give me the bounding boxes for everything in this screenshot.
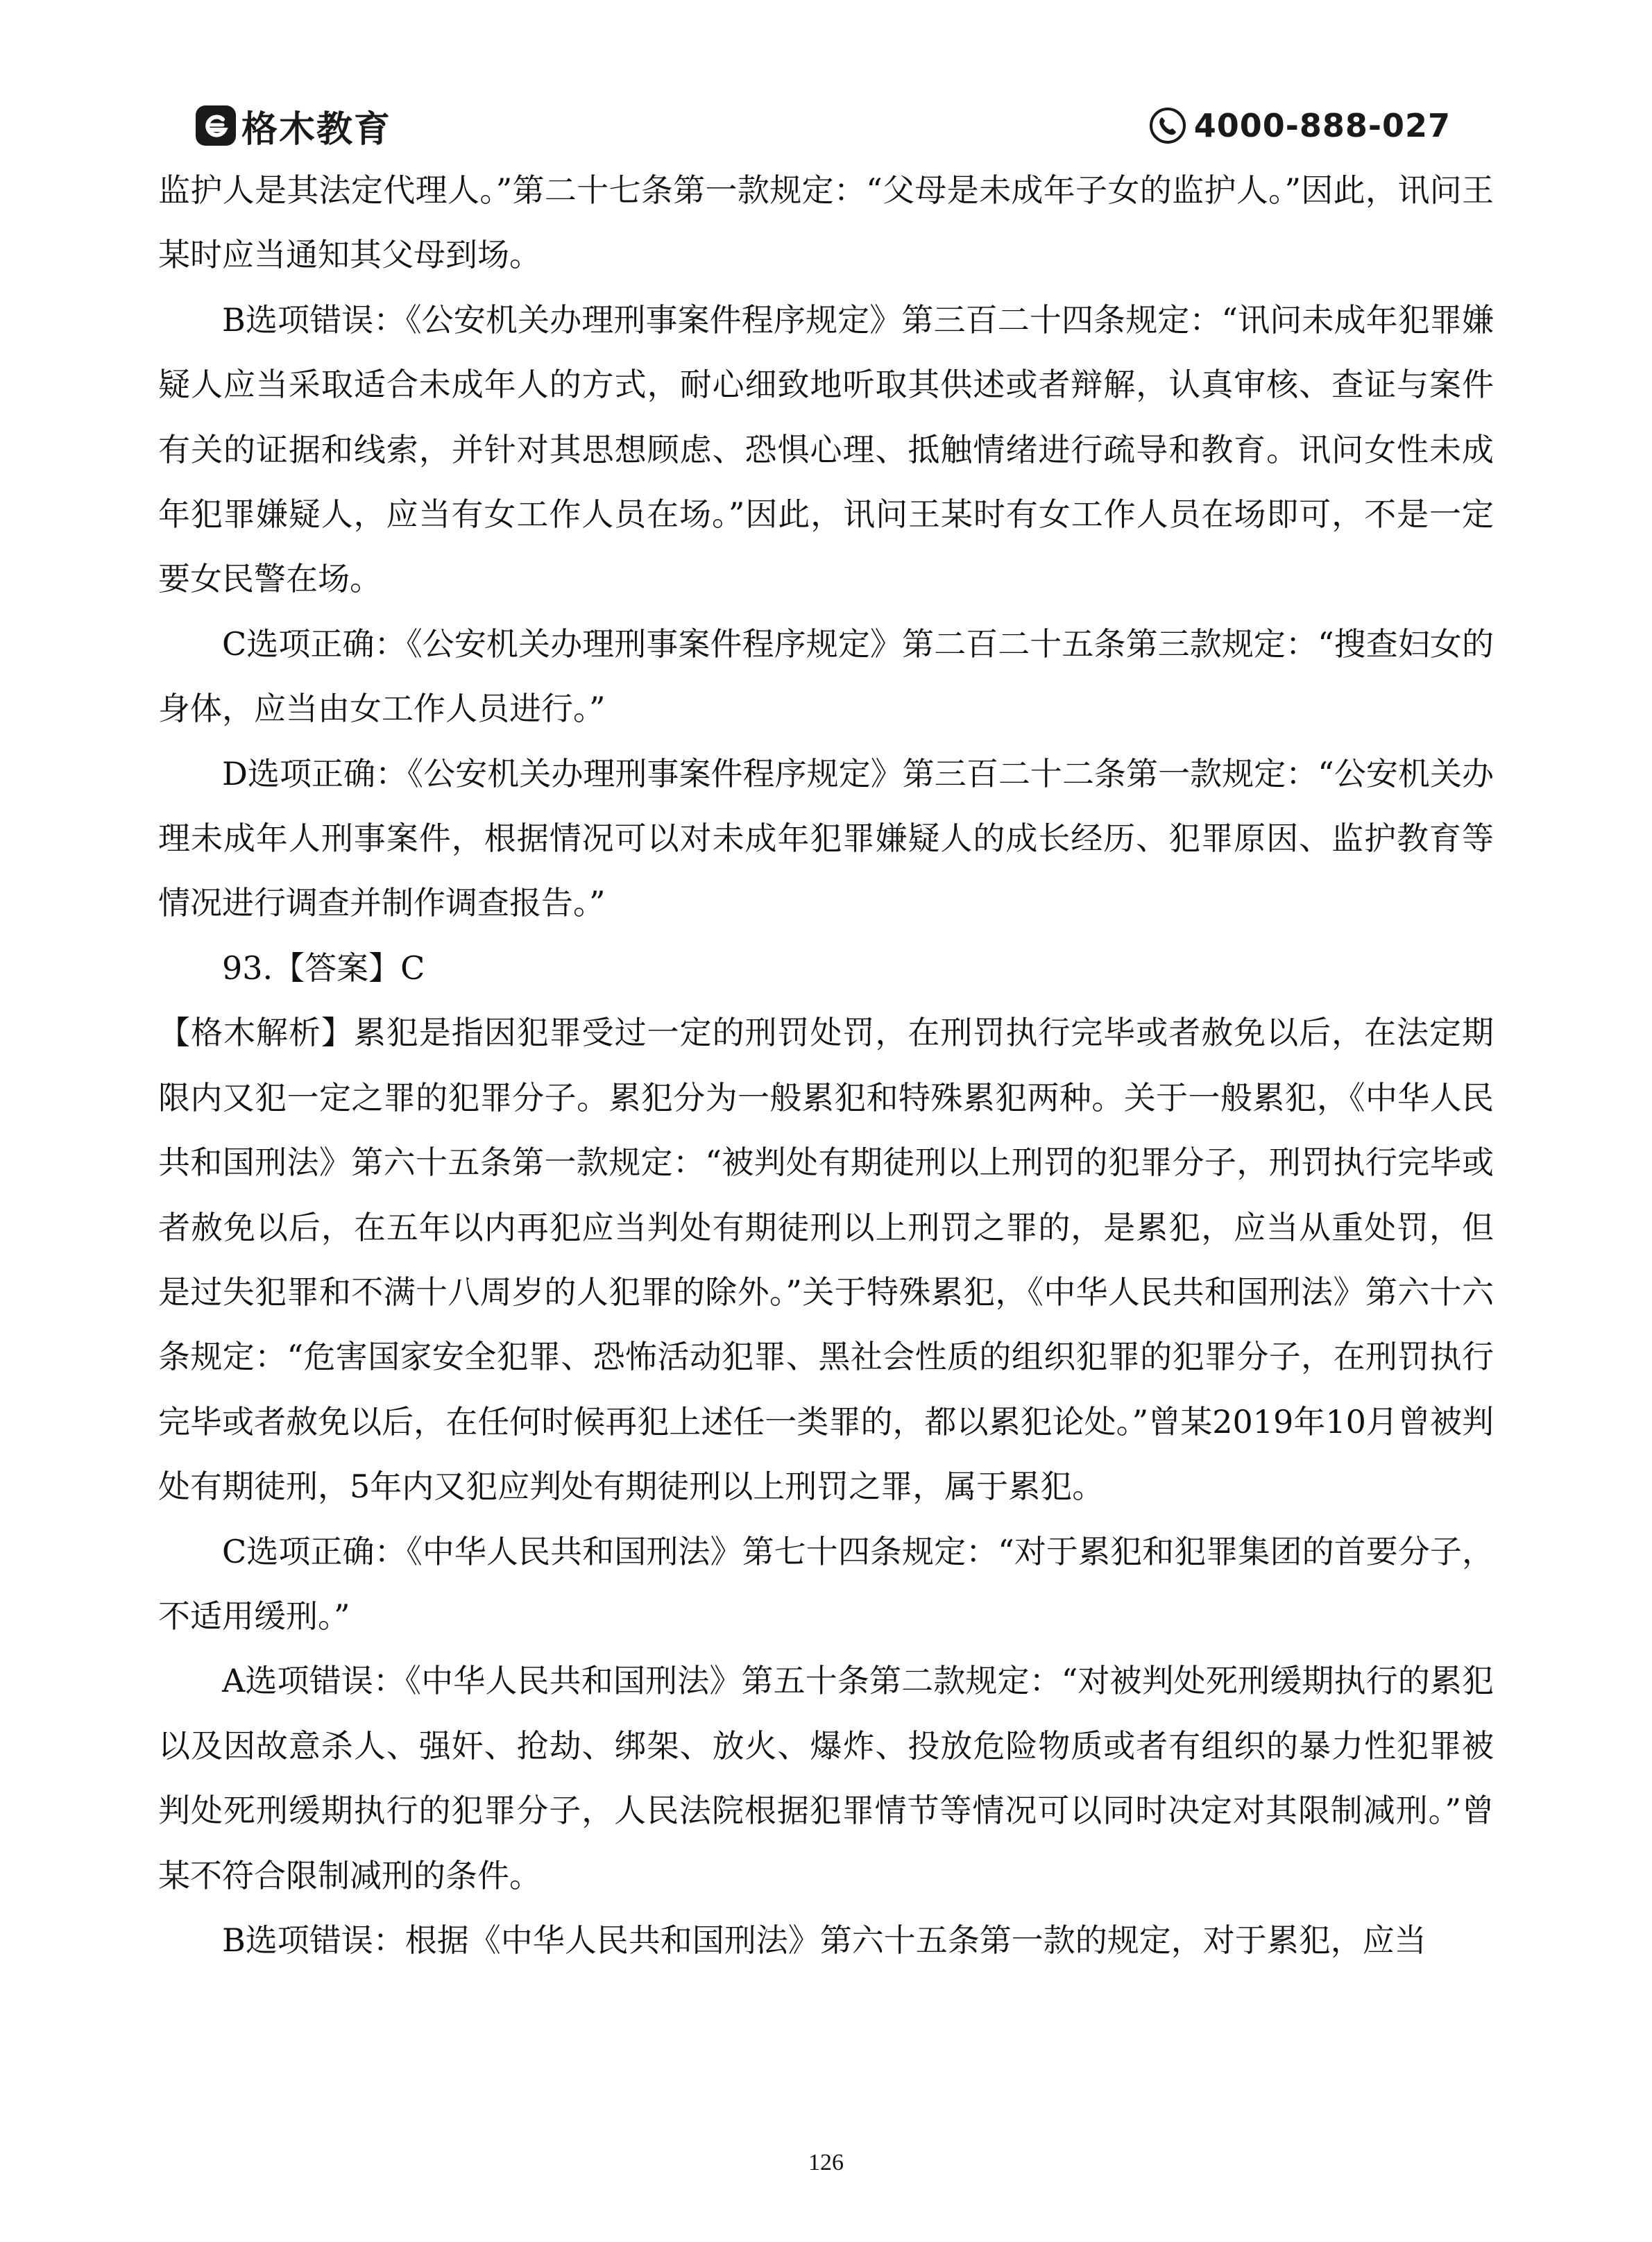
page-number: 126	[808, 2150, 844, 2175]
gemu-logo-icon	[196, 105, 236, 146]
paragraph-continuation: 监护人是其法定代理人。”第二十七条第一款规定：“父母是未成年子女的监护人。”因此，讯问王某时应当通知其父母到场。	[158, 171, 1494, 274]
paragraph-option-a-93: A选项错误：《中华人民共和国刑法》第五十条第二款规定：“对被判处死刑缓期执行的累犯以及因故意杀人、强奸、抢劫、绑架、放火、爆炸、投放危险物质或者有组织的暴力性犯罪被判处死刑缓期执行的犯罪分子，人民法院根据犯罪情节等情况可以同时决定对其限制减刑。”曾某不符合限制减刑的条件。	[158, 1662, 1494, 1894]
brand	[196, 103, 392, 151]
paragraph-option-b: B选项错误：《公安机关办理刑事案件程序规定》第三百二十四条规定：“讯问未成年犯罪嫌疑人应当采取适合未成年人的方式，耐心细致地听取其供述或者辩解，认真审核、查证与案件有关的证据和线索，并针对其思想顾虑、恐惧心理、抵触情绪进行疏导和教育。讯问女性未成年犯罪嫌疑人，应当有女工作人员在场。”因此，讯问王某时有女工作人员在场即可，不是一定要女民警在场。	[158, 300, 1494, 598]
answer-heading: 93.【答案】C	[222, 949, 425, 987]
paragraph-option-c: C选项正确：《公安机关办理刑事案件程序规定》第二百二十五条第三款规定：“搜查妇女的身体，应当由女工作人员进行。”	[158, 625, 1494, 728]
paragraph-option-d: D选项正确：《公安机关办理刑事案件程序规定》第三百二十二条第一款规定：“公安机关办理未成年人刑事案件，根据情况可以对未成年犯罪嫌疑人的成长经历、犯罪原因、监护教育等情况进行调查并制作调查报告。”	[158, 754, 1494, 922]
document-body	[158, 158, 1494, 1973]
paragraph-analysis: 【格木解析】累犯是指因犯罪受过一定的刑罚处罚，在刑罚执行完毕或者赦免以后，在法定期限内又犯一定之罪的犯罪分子。累犯分为一般累犯和特殊累犯两种。关于一般累犯，《中华人民共和国刑法》第六十五条第一款规定：“被判处有期徒刑以上刑罚的犯罪分子，刑罚执行完毕或者赦免以后，在五年以内再犯应当判处有期徒刑以上刑罚之罪的，是累犯，应当从重处罚，但是过失犯罪和不满十八周岁的人犯罪的除外。”关于特殊累犯，《中华人民共和国刑法》第六十六条规定：“危害国家安全犯罪、恐怖活动犯罪、黑社会性质的组织犯罪的犯罪分子，在刑罚执行完毕或者赦免以后，在任何时候再犯上述任一类罪的，都以累犯论处。”曾某2019年10月曾被判处有期徒刑，5年内又犯应判处有期徒刑以上刑罚之罪，属于累犯。	[158, 1014, 1494, 1506]
paragraph-option-c-93: C选项正确：《中华人民共和国刑法》第七十四条规定：“对于累犯和犯罪集团的首要分子，不适用缓刑。”	[158, 1532, 1494, 1635]
brand-name: 格木教育	[241, 108, 392, 151]
hotline-number: 4000-888-027	[1193, 107, 1451, 144]
paragraph-option-b-93: B选项错误：根据《中华人民共和国刑法》第六十五条第一款的规定，对于累犯，应当	[222, 1921, 1427, 1959]
phone-icon	[1148, 106, 1187, 145]
hotline	[1148, 103, 1451, 148]
page-header	[0, 0, 1652, 167]
